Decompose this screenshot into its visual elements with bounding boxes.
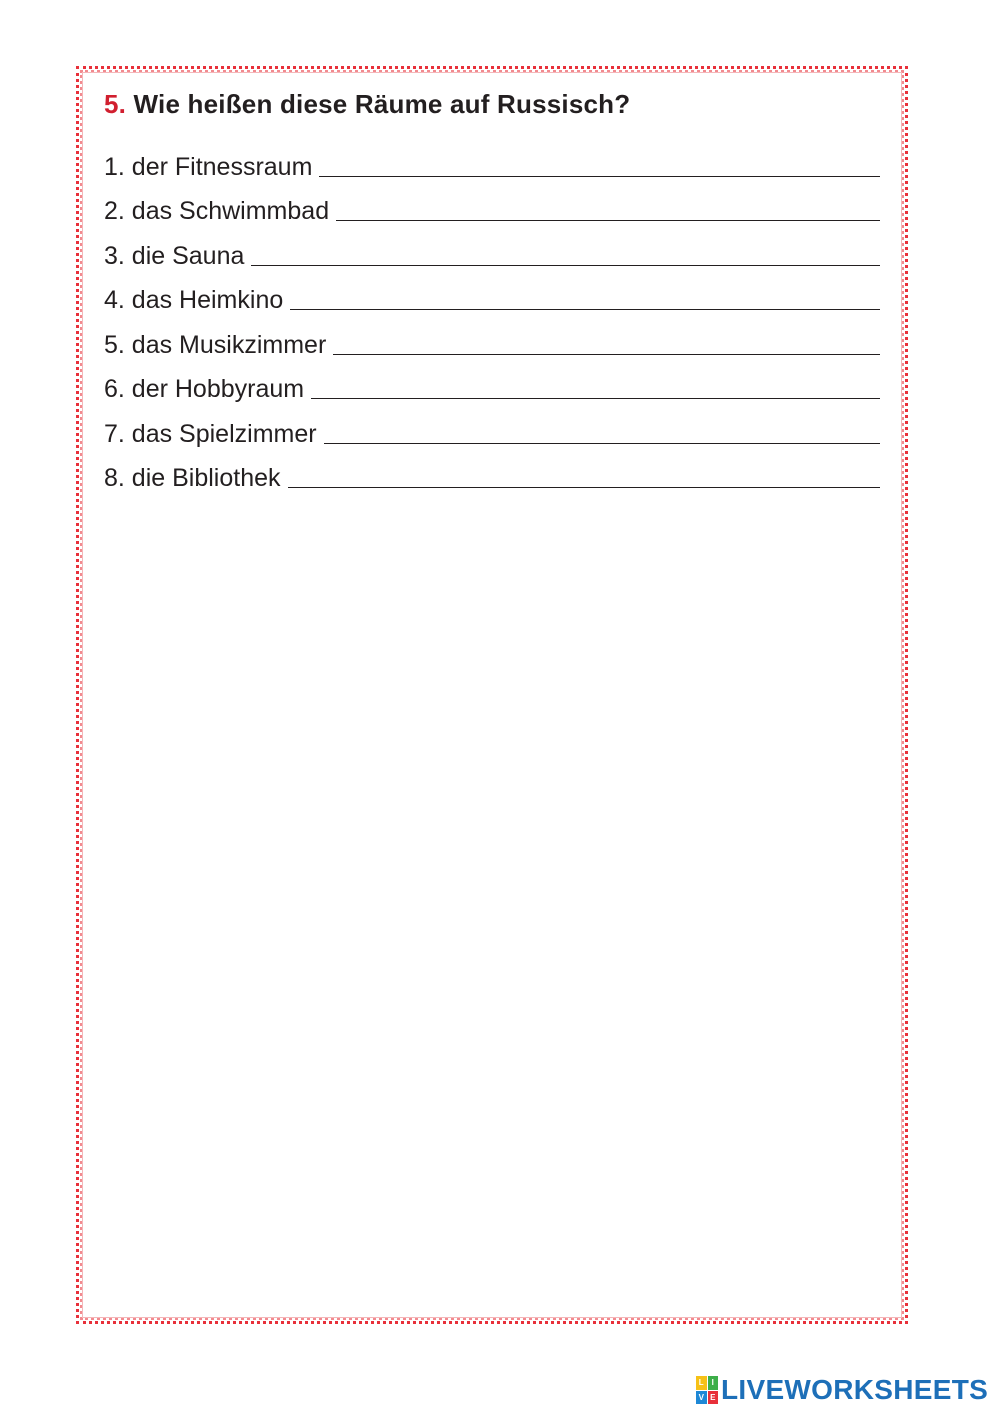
answer-field[interactable] bbox=[288, 478, 880, 488]
vocabulary-list bbox=[104, 140, 880, 496]
item-label: 2. das Schwimmbad bbox=[104, 197, 330, 225]
list-item bbox=[104, 185, 880, 230]
answer-field[interactable] bbox=[336, 211, 880, 221]
exercise-number: 5. bbox=[104, 89, 127, 119]
list-item bbox=[104, 140, 880, 185]
logo-icon-letter: E bbox=[708, 1391, 719, 1405]
answer-field[interactable] bbox=[251, 256, 880, 266]
item-label: 1. der Fitnessraum bbox=[104, 152, 313, 181]
list-item bbox=[104, 274, 880, 319]
answer-field[interactable] bbox=[311, 389, 880, 399]
liveworksheets-logo-text: LIVEWORKSHEETS bbox=[721, 1374, 989, 1405]
item-label: 3. die Sauna bbox=[104, 241, 245, 270]
list-item bbox=[104, 318, 880, 363]
answer-field[interactable] bbox=[290, 300, 880, 310]
list-item bbox=[104, 229, 880, 274]
item-label: 5. das Musikzimmer bbox=[104, 330, 327, 359]
logo-icon-letter: I bbox=[708, 1376, 719, 1390]
list-item bbox=[104, 407, 880, 452]
exercise-title: Wie heißen diese Räume auf Russisch? bbox=[133, 89, 631, 119]
item-label: 7. das Spielzimmer bbox=[104, 419, 317, 448]
logo-icon-letter: V bbox=[696, 1391, 707, 1405]
answer-field[interactable] bbox=[333, 345, 880, 355]
item-label: 8. die Bibliothek bbox=[104, 464, 281, 492]
item-label: 4. das Heimkino bbox=[104, 286, 284, 314]
list-item bbox=[104, 452, 880, 497]
liveworksheets-logo-icon bbox=[696, 1376, 718, 1404]
list-item bbox=[104, 363, 880, 408]
logo-icon-letter: L bbox=[696, 1376, 707, 1390]
liveworksheets-logo[interactable] bbox=[696, 1374, 988, 1406]
answer-field[interactable] bbox=[324, 434, 880, 444]
answer-field[interactable] bbox=[319, 167, 880, 177]
item-label: 6. der Hobbyraum bbox=[104, 375, 305, 403]
exercise-heading bbox=[104, 89, 630, 120]
